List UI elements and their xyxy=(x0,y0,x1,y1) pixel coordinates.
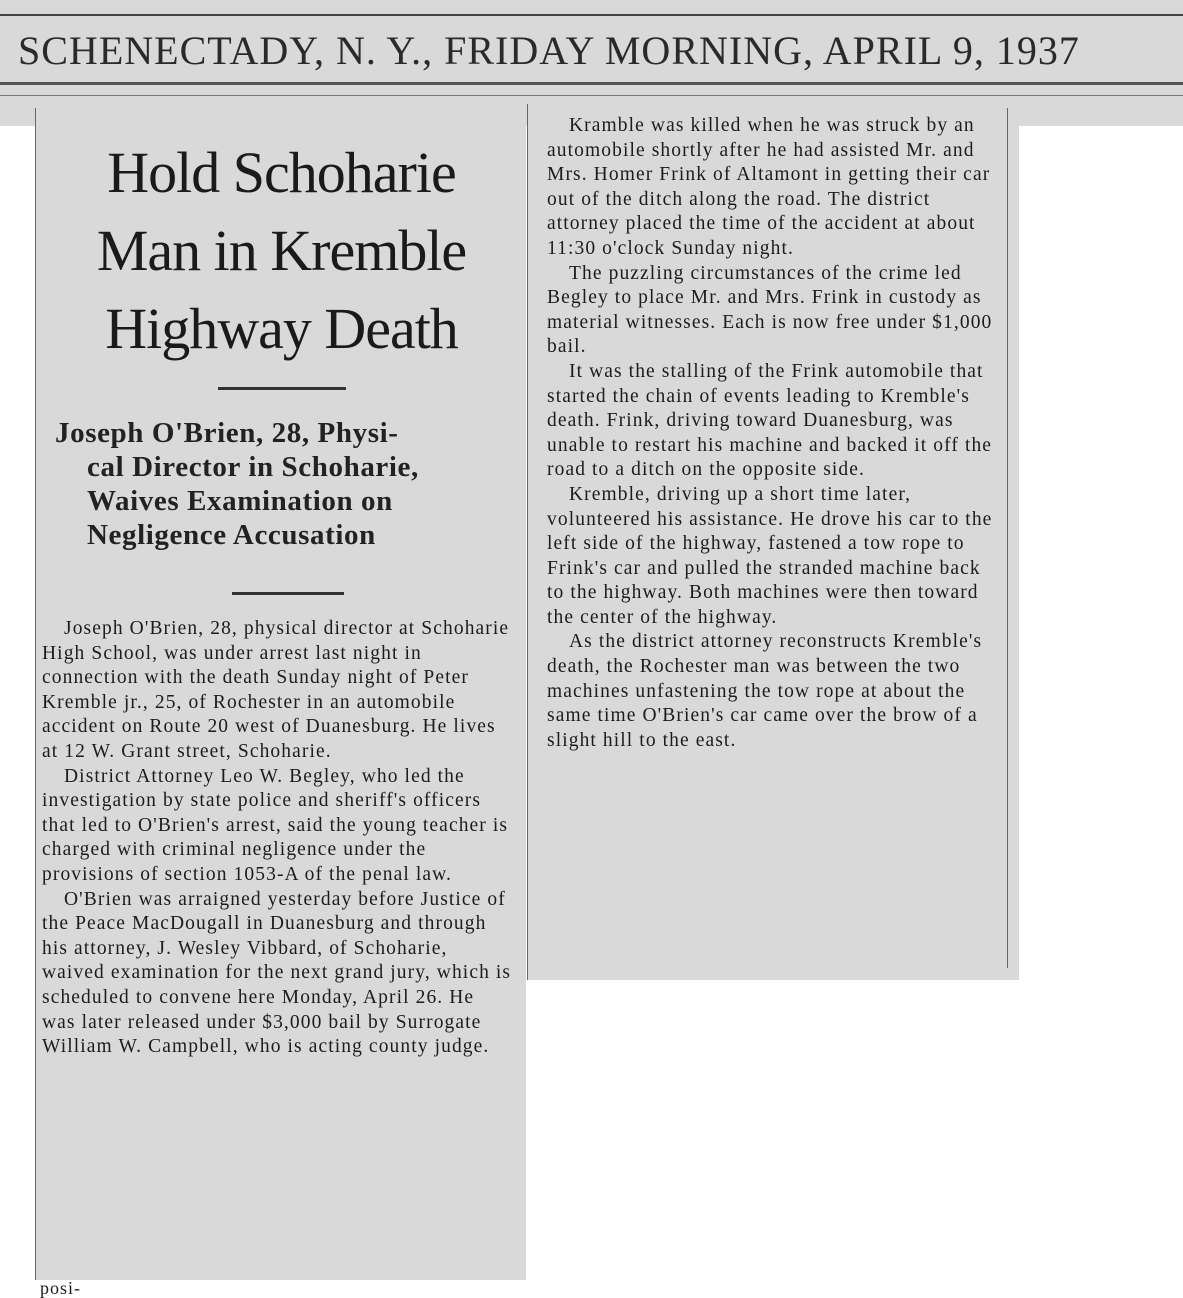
paragraph: Kramble was killed when he was struck by an automobile shortly after he had assisted Mr. and Mrs. Homer Frink of Altamont in getting their car out of the ditch along the road. The district attorney placed the time of the accident at about 11:30 o'clock Sunday night. xyxy=(547,115,991,259)
paragraph: The puzzling circumstances of the crime led Begley to place Mr. and Mrs. Frink in custody as material witnesses. Each is now free under $1,000 bail. xyxy=(547,262,993,358)
right-column-body xyxy=(547,114,1002,753)
deck-line-2: cal Director in Schoharie, xyxy=(87,451,419,483)
headline-divider xyxy=(218,387,346,390)
paragraph: O'Brien was arraigned yesterday before Justice of the Peace MacDougall in Duanesburg and through his attorney, J. Wesley Vibbard, of Schoharie, waived examination for the next grand jury, which is scheduled to convene here Monday, April 26. He was later released under $3,000 bail by Surrogate William W. Campbell, who is acting county judge. xyxy=(42,888,512,1058)
column-rule xyxy=(1007,108,1008,968)
headline-line-2: Man in Kremble xyxy=(96,218,467,283)
paragraph: Kremble, driving up a short time later, volunteered his assistance. He drove his car to the left side of the highway, fastened a tow rope to Frink's car and pulled the stranded machine back to the highway. Both machines were then toward the center of the highway. xyxy=(547,483,993,628)
paragraph: It was the stalling of the Frink automobile that started the chain of events leading to Kremble's death. Frink, driving toward Duanesburg, was unable to restart his machine and backed it off the road to a ditch on the opposite side. xyxy=(547,360,993,481)
deck-line-4: Negligence Accusation xyxy=(87,519,376,551)
deck-divider xyxy=(232,592,344,595)
headline xyxy=(49,134,514,368)
masthead-rule-thin xyxy=(0,95,1183,96)
paragraph: District Attorney Leo W. Begley, who led the investigation by state police and sheriff's officers that led to O'Brien's arrest, said the young teacher is charged with criminal negligence under the provisions of section 1053-A of the penal law. xyxy=(42,765,509,885)
headline-line-1: Hold Schoharie xyxy=(107,140,456,205)
deck-line-1: Joseph O'Brien, 28, Physi- xyxy=(55,417,399,449)
paragraph: As the district attorney reconstructs Kremble's death, the Rochester man was between the two machines unfastening the tow rope at about the same time O'Brien's car came over the brow of a slight hill to the east. xyxy=(547,631,983,751)
dateline: SCHENECTADY, N. Y., FRIDAY MORNING, APRIL 9, 1937 xyxy=(18,28,1080,73)
headline-line-3: Highway Death xyxy=(105,296,458,361)
deck xyxy=(55,416,513,552)
masthead-rule-bottom xyxy=(0,82,1183,85)
paragraph: Joseph O'Brien, 28, physical director at Schoharie High School, was under arrest last night in connection with the death Sunday night of Peter Kremble jr., 25, of Rochester in an automobile accident on Route 20 west of Duanesburg. He lives at 12 W. Grant street, Schoharie. xyxy=(42,618,510,762)
deck-line-3: Waives Examination on xyxy=(87,485,393,517)
left-column-body xyxy=(42,617,512,1060)
overflow-word: posi- xyxy=(40,1278,81,1298)
masthead-rule-top xyxy=(0,14,1183,16)
